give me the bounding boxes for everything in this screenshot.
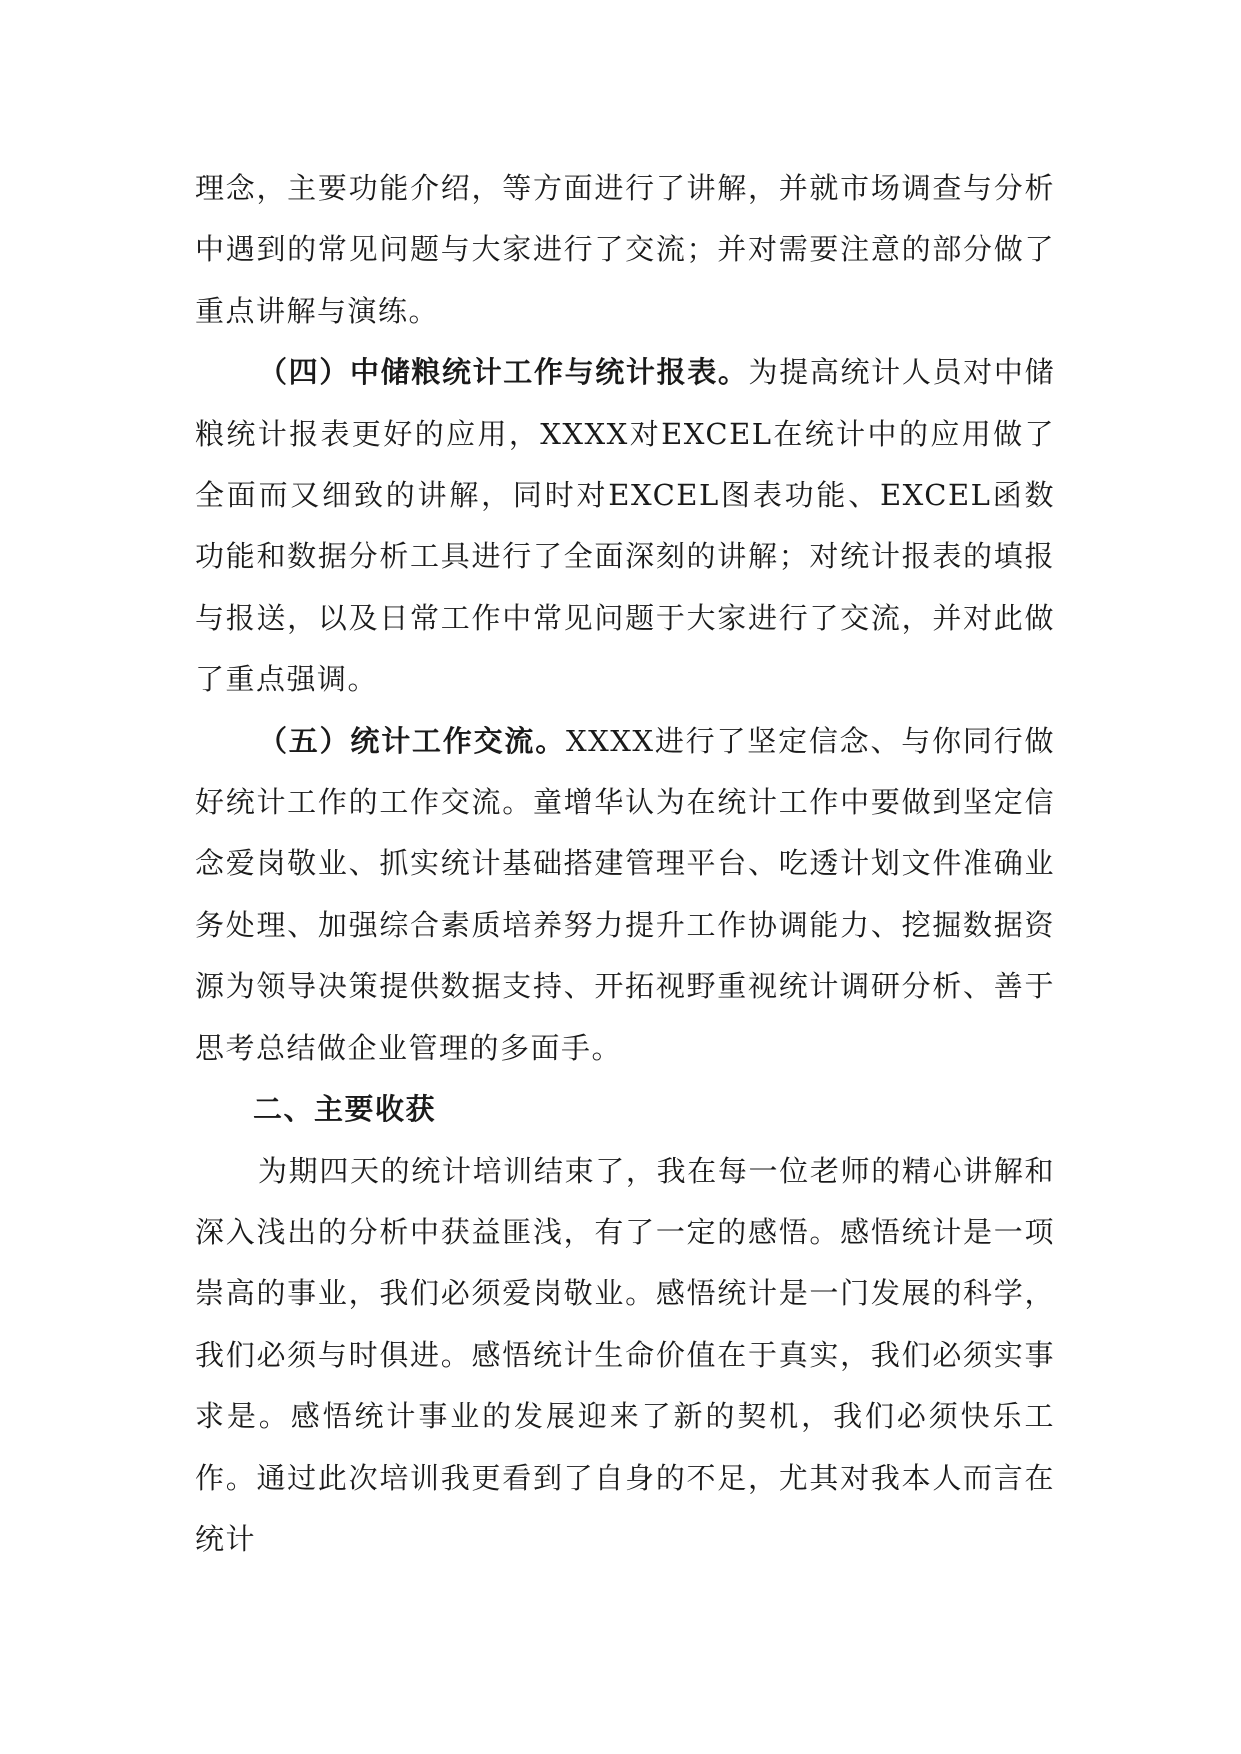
- paragraph-continued: [195, 158, 1055, 342]
- document-body: [195, 158, 1055, 1570]
- section-4-heading: （四）中储粮统计工作与统计报表。: [258, 355, 749, 390]
- section-5-heading: （五）统计工作交流。: [258, 723, 566, 758]
- paragraph-section-4: [195, 342, 1055, 710]
- paragraph-section-5: [195, 711, 1055, 1079]
- paragraph-continued-text: 理念，主要功能介绍，等方面进行了讲解，并就市场调查与分析中遇到的常见问题与大家进行了交流；并对需要注意的部分做了重点讲解与演练。: [195, 171, 1055, 328]
- part-2-body: 为期四天的统计培训结束了，我在每一位老师的精心讲解和深入浅出的分析中获益匪浅，有了一定的感悟。感悟统计是一项崇高的事业，我们必须爱岗敬业。感悟统计是一门发展的科学，我们必须与时俱进。感悟统计生命价值在于真实，我们必须实事求是。感悟统计事业的发展迎来了新的契机，我们必须快乐工作。通过此次培训我更看到了自身的不足，尤其对我本人而言在统计: [195, 1153, 1055, 1556]
- paragraph-part-2: [195, 1141, 1055, 1571]
- section-4-body: 为提高统计人员对中储粮统计报表更好的应用，XXXX对EXCEL在统计中的应用做了全面而又细致的讲解，同时对EXCEL图表功能、EXCEL函数功能和数据分析工具进行了全面深刻的讲解；对统计报表的填报与报送，以及日常工作中常见问题于大家进行了交流，并对此做了重点强调。: [195, 355, 1055, 697]
- section-5-body: XXXX进行了坚定信念、与你同行做好统计工作的工作交流。童增华认为在统计工作中要做到坚定信念爱岗敬业、抓实统计基础搭建管理平台、吃透计划文件准确业务处理、加强综合素质培养努力提升工作协调能力、挖掘数据资源为领导决策提供数据支持、开拓视野重视统计调研分析、善于思考总结做企业管理的多面手。: [195, 723, 1055, 1065]
- part-2-heading: 二、主要收获: [253, 1092, 437, 1127]
